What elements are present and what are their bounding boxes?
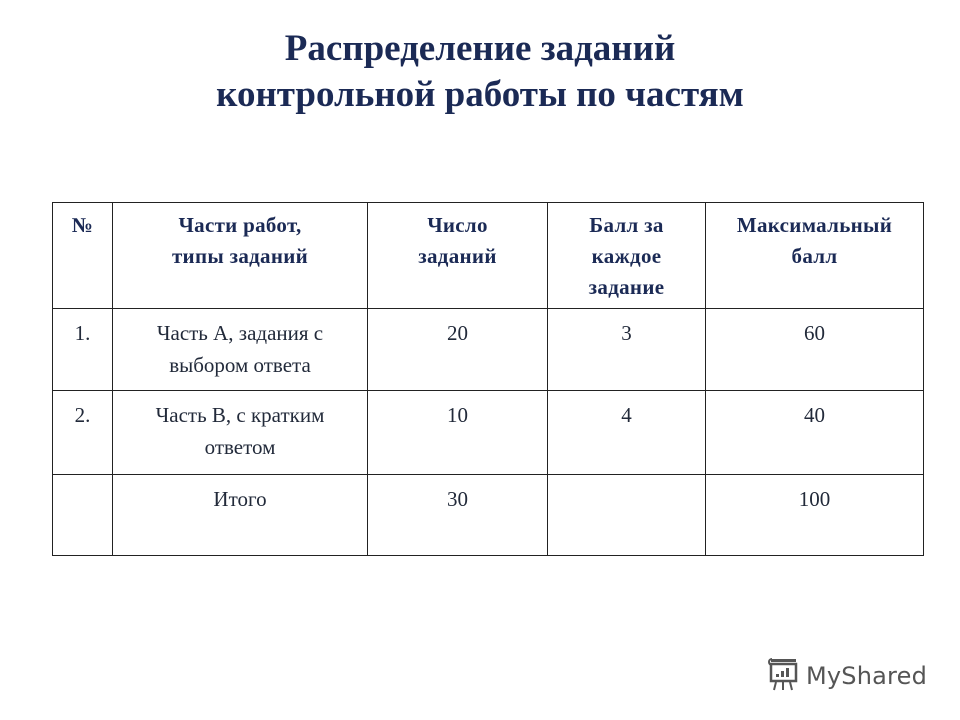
watermark-label: MyShared xyxy=(806,662,928,690)
table-header-row xyxy=(53,203,924,309)
cell-part: Часть В, с кратким ответом xyxy=(113,391,368,475)
cell-points-each: 3 xyxy=(548,309,706,391)
table-row xyxy=(53,391,924,475)
cell-number xyxy=(53,475,113,556)
cell-max-points: 100 xyxy=(706,475,924,556)
cell-part: Часть А, задания с выбором ответа xyxy=(113,309,368,391)
cell-count: 30 xyxy=(368,475,548,556)
header-number: № xyxy=(53,203,113,309)
title-line-1: Распределение заданий xyxy=(284,28,676,69)
presentation-board-icon xyxy=(766,655,800,697)
header-max-points: Максимальный балл xyxy=(706,203,924,309)
table-row xyxy=(53,309,924,391)
header-parts: Части работ, типы заданий xyxy=(113,203,368,309)
cell-points-each: 4 xyxy=(548,391,706,475)
header-count: Число заданий xyxy=(368,203,548,309)
cell-number: 1. xyxy=(53,309,113,391)
cell-count: 20 xyxy=(368,309,548,391)
cell-number: 2. xyxy=(53,391,113,475)
header-points-each: Балл за каждое задание xyxy=(548,203,706,309)
myshared-watermark[interactable] xyxy=(766,655,927,697)
cell-count: 10 xyxy=(368,391,548,475)
cell-max-points: 40 xyxy=(706,391,924,475)
cell-max-points: 60 xyxy=(706,309,924,391)
title-line-2: контрольной работы по частям xyxy=(216,74,744,115)
table-total-row xyxy=(53,475,924,556)
page-title xyxy=(0,26,960,118)
cell-points-each xyxy=(548,475,706,556)
tasks-distribution-table xyxy=(52,202,924,556)
cell-part: Итого xyxy=(113,475,368,556)
